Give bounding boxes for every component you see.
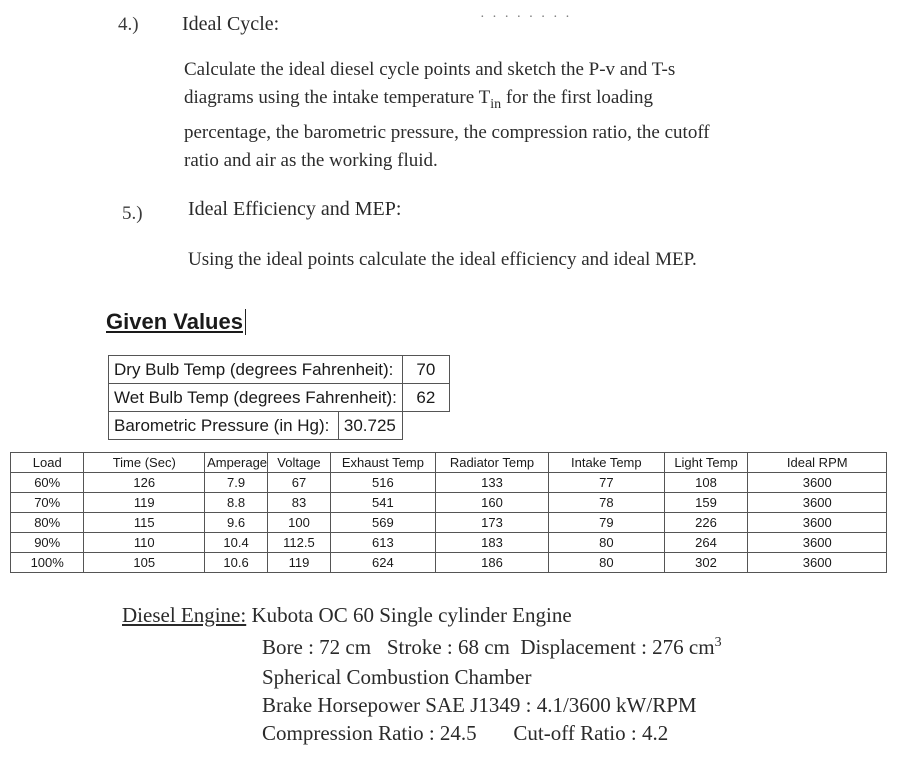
engine-cutoff-ratio: Cut-off Ratio : 4.2: [513, 721, 669, 745]
table-cell: 70%: [11, 493, 84, 513]
question-4-text: [184, 56, 804, 175]
table-cell: 186: [435, 553, 548, 573]
engine-stroke: Stroke : 68 cm: [386, 635, 510, 659]
table-cell: 80: [549, 533, 664, 553]
given-value: 70: [402, 356, 449, 384]
table-cell: 126: [84, 473, 205, 493]
table-cell: 569: [330, 513, 435, 533]
table-row: [11, 513, 887, 533]
question-5-heading: Ideal Efficiency and MEP:: [188, 198, 402, 220]
table-cell: 90%: [11, 533, 84, 553]
engine-displacement: Displacement : 276 cm: [520, 635, 715, 659]
table-cell: 133: [435, 473, 548, 493]
question-4-number: 4.): [118, 14, 139, 35]
table-cell: 3600: [748, 553, 887, 573]
table-cell: 3600: [748, 533, 887, 553]
table-cell: 110: [84, 533, 205, 553]
given-label: Dry Bulb Temp (degrees Fahrenheit):: [109, 356, 403, 384]
given-values-title: Given Values: [106, 309, 246, 335]
given-values-table: [108, 355, 450, 440]
table-cell: 60%: [11, 473, 84, 493]
table-row: [11, 473, 887, 493]
table-cell: 67: [268, 473, 331, 493]
header-light-temp: Light Temp: [664, 453, 748, 473]
given-label: Wet Bulb Temp (degrees Fahrenheit):: [109, 384, 403, 412]
table-cell: 80: [549, 553, 664, 573]
table-cell: 226: [664, 513, 748, 533]
engine-chamber: Spherical Combustion Chamber: [262, 665, 532, 689]
scan-artifact: · · · · · · · ·: [480, 10, 572, 25]
table-cell: 516: [330, 473, 435, 493]
table-row: [11, 533, 887, 553]
table-cell: 119: [268, 553, 331, 573]
table-cell: 3600: [748, 473, 887, 493]
table-cell: 119: [84, 493, 205, 513]
engine-label: Diesel Engine:: [122, 603, 247, 627]
engine-brake-horsepower: Brake Horsepower SAE J1349 : 4.1/3600 kW/RPM: [262, 693, 697, 717]
table-cell: 302: [664, 553, 748, 573]
engine-displacement-sup: 3: [714, 635, 722, 650]
table-cell: 78: [549, 493, 664, 513]
table-header-row: [11, 453, 887, 473]
question-4-line-1: Calculate the ideal diesel cycle points and sketch the P-v and T-s: [184, 59, 676, 80]
table-cell: 3600: [748, 513, 887, 533]
question-5-text: [188, 246, 808, 274]
question-5-number: 5.): [122, 203, 143, 224]
header-amperage: Amperage: [205, 453, 268, 473]
table-cell: 3600: [748, 493, 887, 513]
table-cell: 541: [330, 493, 435, 513]
question-4-line-3: percentage, the barometric pressure, the compression ratio, the cutoff: [184, 121, 710, 143]
header-radiator-temp: Radiator Temp: [435, 453, 548, 473]
table-cell: 8.8: [205, 493, 268, 513]
given-label-barometric: Barometric Pressure (in Hg):: [109, 412, 338, 439]
table-cell: 112.5: [268, 533, 331, 553]
given-row: [109, 412, 450, 440]
given-row: [109, 384, 450, 412]
table-cell: 9.6: [205, 513, 268, 533]
engine-ratios-line: [262, 721, 668, 746]
table-cell: 173: [435, 513, 548, 533]
scanned-questions: [0, 0, 904, 290]
header-ideal-rpm: Ideal RPM: [748, 453, 887, 473]
table-cell: 115: [84, 513, 205, 533]
given-empty-cell: [402, 412, 449, 440]
load-data-table: [10, 452, 887, 573]
engine-name: Kubota OC 60 Single cylinder Engine: [246, 603, 572, 627]
engine-dimensions-line: [262, 635, 722, 660]
engine-bore: Bore : 72 cm: [262, 635, 372, 659]
table-cell: 10.6: [205, 553, 268, 573]
given-value-barometric: 30.725: [343, 415, 396, 435]
table-cell: 183: [435, 533, 548, 553]
table-cell: 159: [664, 493, 748, 513]
table-cell: 7.9: [205, 473, 268, 493]
table-cell: 10.4: [205, 533, 268, 553]
question-4-line-4: ratio and air as the working fluid.: [184, 149, 438, 171]
header-time: Time (Sec): [84, 453, 205, 473]
table-cell: 624: [330, 553, 435, 573]
table-cell: 160: [435, 493, 548, 513]
table-cell: 105: [84, 553, 205, 573]
table-cell: 100%: [11, 553, 84, 573]
engine-compression-ratio: Compression Ratio : 24.5: [262, 721, 477, 745]
table-cell: 264: [664, 533, 748, 553]
question-4-heading: Ideal Cycle:: [182, 13, 280, 35]
table-cell: 100: [268, 513, 331, 533]
header-voltage: Voltage: [268, 453, 331, 473]
engine-title-line: [122, 603, 572, 628]
table-cell: 80%: [11, 513, 84, 533]
header-load: Load: [11, 453, 84, 473]
table-row: [11, 553, 887, 573]
question-5-line-1: Using the ideal points calculate the ideal efficiency and ideal MEP.: [188, 249, 697, 270]
table-cell: 108: [664, 473, 748, 493]
table-cell: 613: [330, 533, 435, 553]
table-cell: 79: [549, 513, 664, 533]
table-cell: 83: [268, 493, 331, 513]
question-4-line-2: diagrams using the intake temperature $T_{in}$ for the first loading: [184, 87, 654, 112]
header-exhaust-temp: Exhaust Temp: [330, 453, 435, 473]
given-label: [109, 412, 403, 440]
header-intake-temp: Intake Temp: [549, 453, 664, 473]
given-value: 62: [402, 384, 449, 412]
given-row: [109, 356, 450, 384]
table-cell: 77: [549, 473, 664, 493]
table-row: [11, 493, 887, 513]
